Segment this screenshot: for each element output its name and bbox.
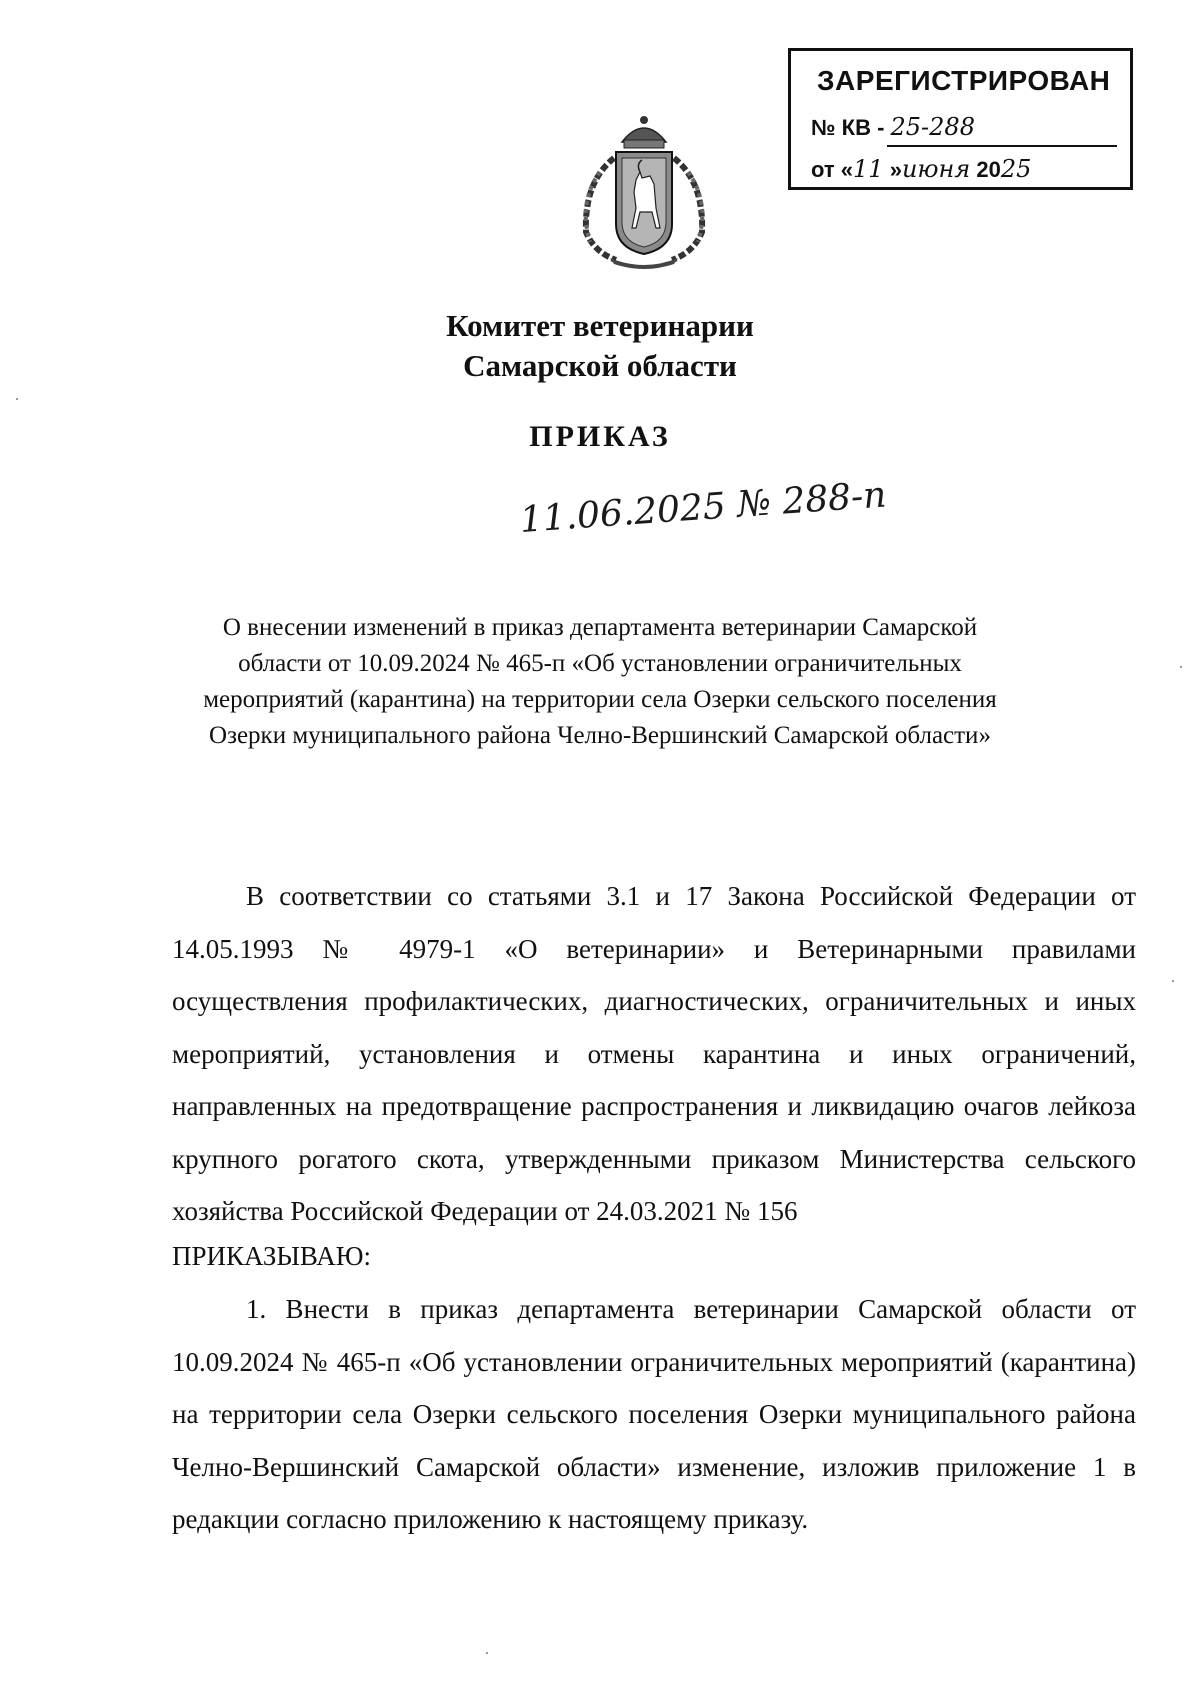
subject-line-1: О внесении изменений в приказ департамента ветеринарии Самарской <box>222 614 978 641</box>
subject-line-4: Озерки муниципального района Челно-Вершинский Самарской области» <box>209 722 991 749</box>
registration-stamp <box>788 48 1133 190</box>
stamp-date-year: 25 <box>1000 155 1032 183</box>
handwritten-date-number: 11.06.2025 № 288-п <box>518 474 888 541</box>
subject-line-2: области от 10.09.2024 № 465-п «Об установлении ограничительных <box>238 650 962 677</box>
stamp-number-line <box>811 113 975 141</box>
subject-line-3: мероприятий (карантина) на территории села Озерки сельского поселения <box>203 686 997 713</box>
scan-speck <box>1172 980 1174 982</box>
stamp-number-prefix: № КВ - <box>811 115 885 140</box>
body-paragraph-2: 1. Внести в приказ департамента ветеринарии Самарской области от 10.09.2024 № 465-п «Об установлении ограничительных мероприятий (карантина) на территории села Озерки сельского поселения Озерки муниципального района Челно-Вершинский Самарской области» изменение, изложив приложение 1 в редакции согласно приложению к настоящему приказу. <box>172 1294 1136 1534</box>
stamp-date-mid: » <box>889 157 902 182</box>
scan-speck <box>1180 666 1182 668</box>
org-line-2: Самарской области <box>463 348 737 383</box>
stamp-number-handwritten: 25-288 <box>890 113 975 141</box>
org-line-1: Комитет ветеринарии <box>446 308 754 343</box>
stamp-date-year-prefix: 20 <box>976 157 1001 182</box>
body-paragraph-1: В соответствии со статьями 3.1 и 17 Закона Российской Федерации от 14.05.1993 № 4979-1 «О ветеринарии» и Ветеринарными правилами осуществления профилактических, диагностических, ограничительных и иных мероприятий, установления и отмены карантина и иных ограничений, направленных на предотвращение распространения и ликвидацию очагов лейкоза крупного рогатого скота, утвержденными приказом Министерства сельского хозяйства Российской Федерации от 24.03.2021 № 156 <box>172 881 1136 1226</box>
document-subject <box>0 610 1200 754</box>
stamp-title: ЗАРЕГИСТРИРОВАН <box>817 65 1111 96</box>
stamp-date-day: 11 <box>853 155 884 183</box>
stamp-date-line <box>811 155 1031 183</box>
scan-speck <box>16 398 18 400</box>
scan-speck <box>486 1652 488 1654</box>
document-type: ПРИКАЗ <box>529 420 671 453</box>
organization-name <box>0 306 1200 386</box>
stamp-date-prefix: от « <box>811 157 854 182</box>
stamp-date-month: июня <box>901 155 971 183</box>
order-word: ПРИКАЗЫВАЮ: <box>172 1241 371 1271</box>
samara-coat-of-arms-icon <box>570 112 718 270</box>
stamp-number-underline <box>887 145 1117 147</box>
